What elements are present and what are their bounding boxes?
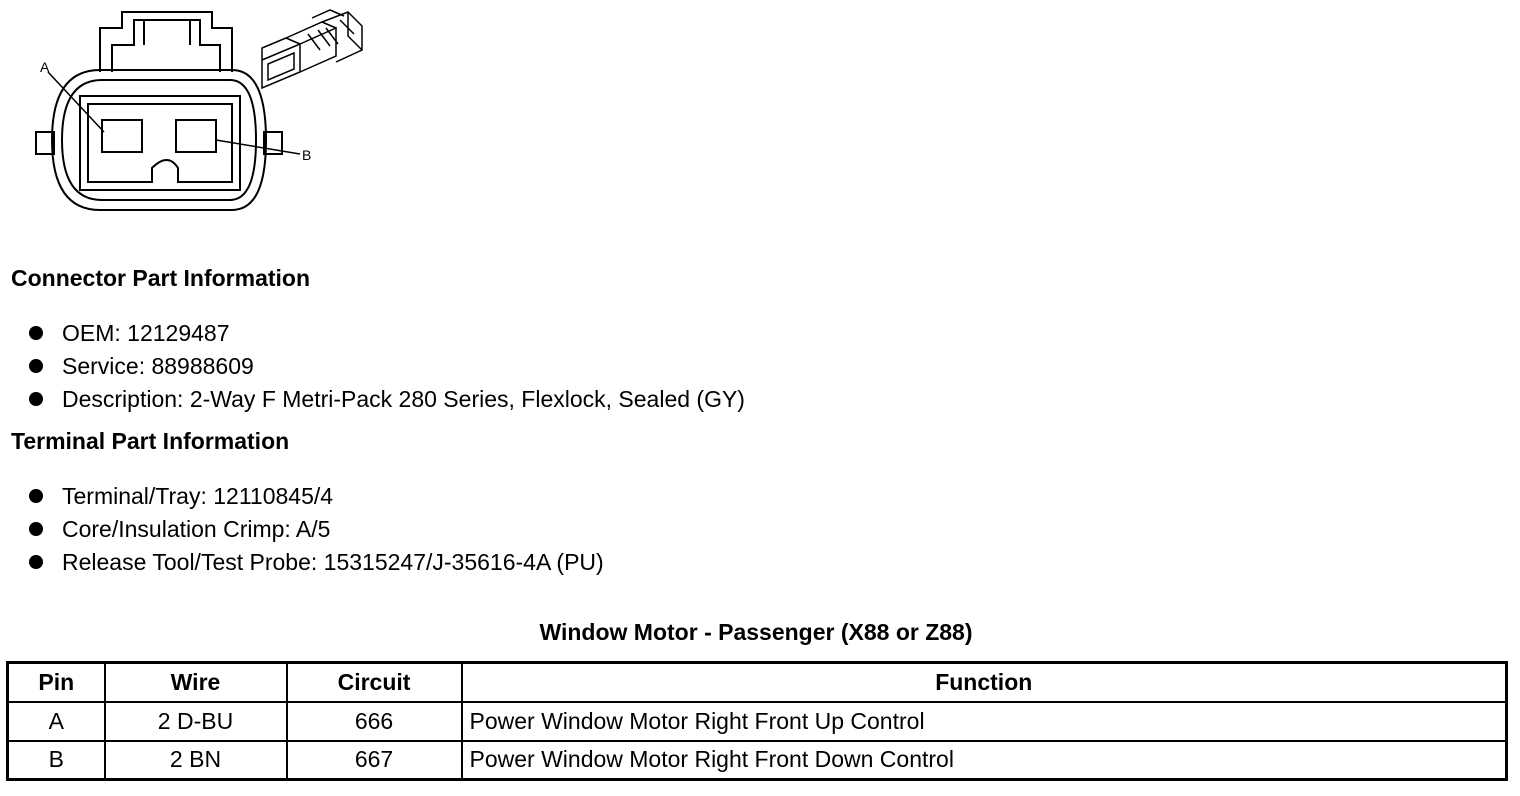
pin-cell: B	[8, 741, 105, 780]
list-item	[26, 350, 745, 383]
circuit-cell: 667	[287, 741, 462, 780]
wire-cell: 2 D-BU	[105, 702, 287, 741]
pin-cell: A	[8, 702, 105, 741]
list-item	[26, 317, 745, 350]
pinout-table	[6, 661, 1508, 781]
terminal-cavity-a	[102, 120, 142, 152]
connector-part-heading: Connector Part Information	[11, 265, 311, 291]
terminal-release-tool-text: Release Tool/Test Probe: 15315247/J-35616-4A (PU)	[62, 549, 604, 575]
terminal-tray-text: Terminal/Tray: 12110845/4	[62, 483, 334, 509]
connector-oem-text: OEM: 12129487	[62, 320, 230, 346]
circuit-cell: 666	[287, 702, 462, 741]
table-row	[8, 702, 1507, 741]
list-item	[26, 546, 604, 579]
terminal-crimp-text: Core/Insulation Crimp: A/5	[62, 516, 331, 542]
column-header-circuit: Circuit	[287, 663, 462, 702]
column-header-function: Function	[462, 663, 1507, 702]
list-item	[26, 513, 604, 546]
terminal-cavity-b	[176, 120, 216, 152]
bullet-icon	[29, 489, 43, 503]
pin-a-callout: A	[40, 59, 50, 75]
bullet-icon	[29, 522, 43, 536]
table-header-row	[8, 663, 1507, 702]
connector-latch-inner	[112, 20, 220, 72]
function-cell: Power Window Motor Right Front Down Control	[462, 741, 1507, 780]
connector-description-text: Description: 2-Way F Metri-Pack 280 Series, Flexlock, Sealed (GY)	[62, 386, 745, 412]
bullet-icon	[29, 359, 43, 373]
connector-part-list	[26, 317, 745, 416]
connector-face-drawing	[0, 0, 380, 225]
table-row	[8, 741, 1507, 780]
terminal-part-heading: Terminal Part Information	[11, 428, 290, 454]
wire-cell: 2 BN	[105, 741, 287, 780]
bullet-icon	[29, 555, 43, 569]
column-header-pin: Pin	[8, 663, 105, 702]
bullet-icon	[29, 326, 43, 340]
terminal-part-list	[26, 480, 604, 579]
bullet-icon	[29, 392, 43, 406]
connector-isometric-thumbnail	[262, 10, 362, 88]
function-cell: Power Window Motor Right Front Up Control	[462, 702, 1507, 741]
column-header-wire: Wire	[105, 663, 287, 702]
table-title: Window Motor - Passenger (X88 or Z88)	[539, 619, 973, 645]
list-item	[26, 383, 745, 416]
connector-service-text: Service: 88988609	[62, 353, 254, 379]
pin-b-callout: B	[302, 147, 312, 163]
list-item	[26, 480, 604, 513]
